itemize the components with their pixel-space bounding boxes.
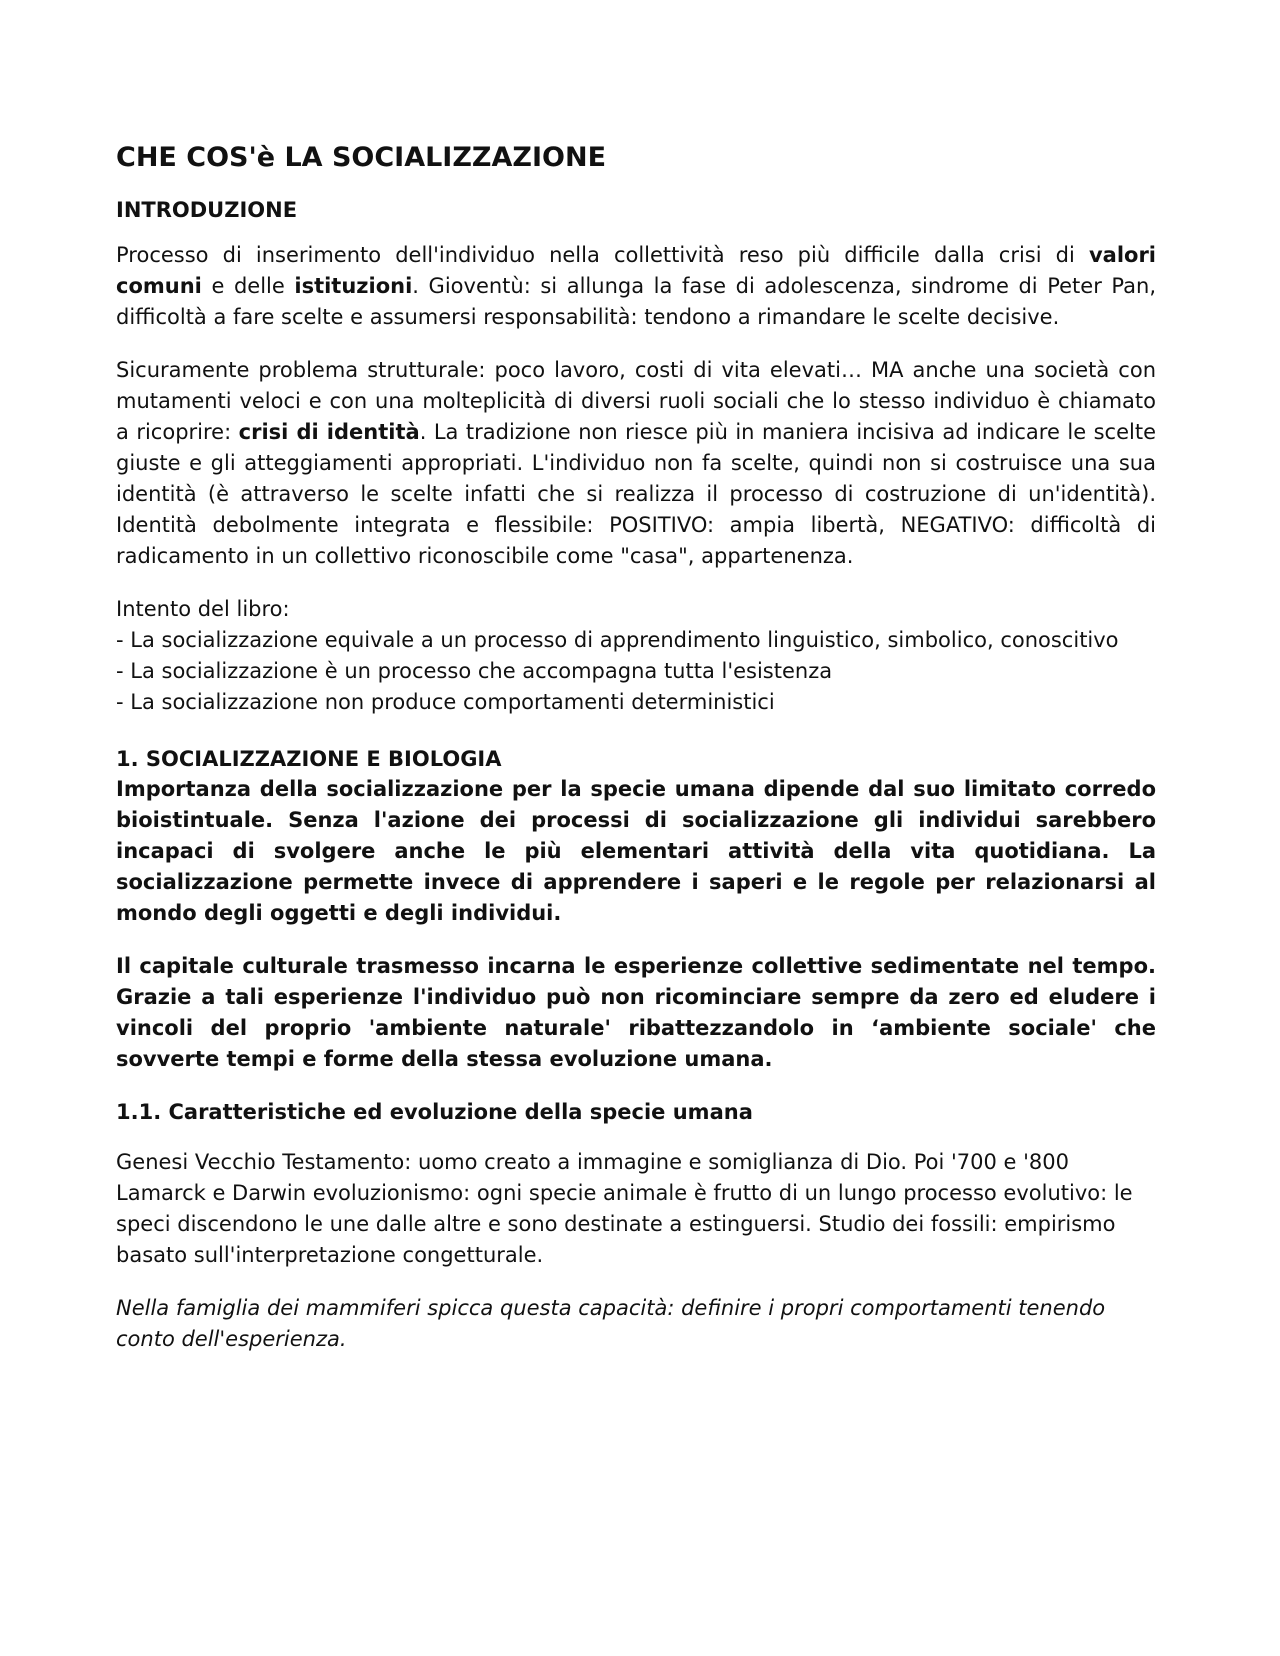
intent-block (116, 594, 1156, 718)
bold-term: valori comuni (116, 243, 1156, 298)
intro-paragraph-2 (116, 355, 1156, 572)
text-span: . Gioventù: si allunga la fase di adolescenza, sindrome di Peter Pan, difficoltà a fare scelte e assumersi responsabilità: tendono a rimandare le scelte decisive. (116, 274, 1156, 329)
intent-item: - La socializzazione è un processo che accompagna tutta l'esistenza (116, 659, 833, 683)
intro-heading: INTRODUZIONE (116, 198, 298, 222)
section-1-1-heading: 1.1. Caratteristiche ed evoluzione della specie umana (116, 1100, 753, 1124)
text-span: e delle (201, 274, 295, 298)
document-title: CHE COS'è LA SOCIALIZZAZIONE (116, 142, 607, 173)
section-1-paragraph-2: Il capitale culturale trasmesso incarna le esperienze collettive sedimentate nel tempo. Grazie a tali esperienze l'individuo può non ricominciare sempre da zero ed eludere i vincoli del proprio 'ambiente naturale' ribattezzandolo in ‘ambiente sociale' che sovverte tempi e forme della stessa evoluzione umana. (116, 954, 1156, 1071)
section-1-1-paragraph-1: Genesi Vecchio Testamento: uomo creato a immagine e somiglianza di Dio. Poi '700 e '800 Lamarck e Darwin evoluzionismo: ogni specie animale è frutto di un lungo processo evolutivo: le speci discendono le une dalle altre e sono destinate a estinguersi. Studio dei fossili: empirismo basato sull'interpretazione congetturale. (116, 1150, 1133, 1267)
section-1-1-paragraph-2: Nella famiglia dei mammiferi spicca questa capacità: definire i propri comportamenti tenendo conto dell'esperienza. (116, 1296, 1106, 1351)
text-span: . La tradizione non riesce più in maniera incisiva ad indicare le scelte giuste e gli atteggiamenti appropriati. L'individuo non fa scelte, quindi non si costruisce una sua identità (è attraverso le scelte infatti che si realizza il processo di costruzione di un'identità). Identità debolmente integrata e flessibile: POSITIVO: ampia libertà, NEGATIVO: difficoltà di radicamento in un collettivo riconoscibile come "casa", appartenenza. (116, 420, 1156, 568)
bold-term: crisi di identità (238, 420, 420, 444)
intro-paragraph-1 (116, 240, 1156, 333)
section-1-paragraph-1: Importanza della socializzazione per la specie umana dipende dal suo limitato corredo bioistintuale. Senza l'azione dei processi di socializzazione gli individui sarebbero incapaci di svolgere anche le più elementari attività della vita quotidiana. La socializzazione permette invece di apprendere i saperi e le regole per relazionarsi al mondo degli oggetti e degli individui. (116, 777, 1156, 925)
bold-term: istituzioni (294, 274, 413, 298)
intent-label: Intento del libro: (116, 597, 290, 621)
intent-item: - La socializzazione non produce comportamenti deterministici (116, 690, 775, 714)
text-span: Sicuramente problema strutturale: poco lavoro, costi di vita elevati… MA anche una società con mutamenti veloci e con una molteplicità di diversi ruoli sociali che lo stesso individuo è chiamato a ricoprire: (116, 358, 1156, 444)
text-span: Processo di inserimento dell'individuo nella collettività reso più difficile dalla crisi di (116, 243, 1089, 267)
section-1-heading: 1. SOCIALIZZAZIONE E BIOLOGIA (116, 747, 502, 771)
intent-item: - La socializzazione equivale a un processo di apprendimento linguistico, simbolico, conoscitivo (116, 628, 1119, 652)
document-page (116, 140, 1156, 1377)
